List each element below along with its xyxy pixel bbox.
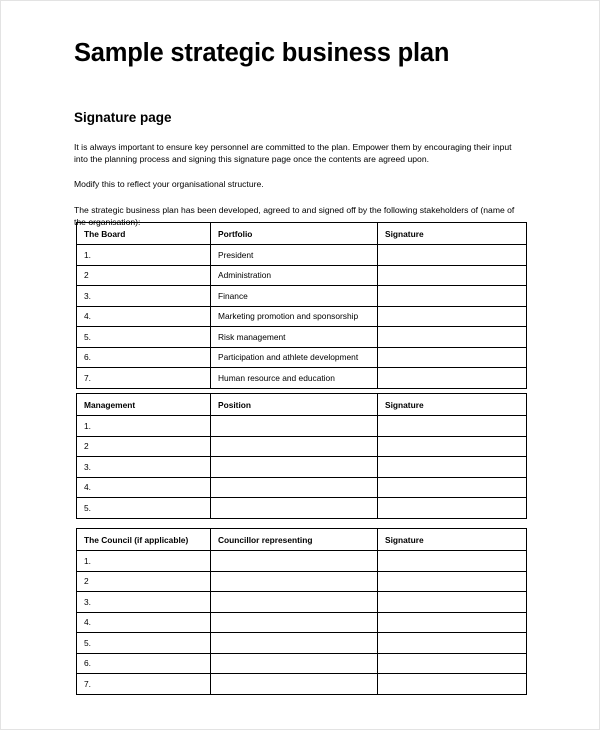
table-row — [77, 436, 527, 457]
column-header-group: The Council (if applicable) — [77, 529, 211, 551]
table-row — [77, 306, 527, 327]
row-value[interactable] — [211, 592, 378, 613]
signature-cell[interactable] — [378, 286, 527, 307]
row-number: 4. — [77, 612, 211, 633]
row-number: 5. — [77, 498, 211, 519]
row-number: 5. — [77, 633, 211, 654]
row-value: Participation and athlete development — [211, 347, 378, 368]
table-row — [77, 592, 527, 613]
table-row — [77, 551, 527, 572]
row-value[interactable] — [211, 653, 378, 674]
row-value[interactable] — [211, 612, 378, 633]
signature-cell[interactable] — [378, 327, 527, 348]
row-number: 2 — [77, 436, 211, 457]
table-row — [77, 416, 527, 437]
page-title: Sample strategic business plan — [74, 39, 450, 67]
row-value[interactable] — [211, 477, 378, 498]
stakeholders-paragraph: The strategic business plan has been developed, agreed to and signed off by the following stakeholders of (name of the organisation): — [74, 204, 515, 228]
table-row — [77, 674, 527, 695]
column-header-role: Councillor representing — [211, 529, 378, 551]
row-value[interactable] — [211, 416, 378, 437]
signature-cell[interactable] — [378, 265, 527, 286]
column-header-role: Portfolio — [211, 223, 378, 245]
column-header-signature: Signature — [378, 394, 527, 416]
row-number: 1. — [77, 416, 211, 437]
row-number: 3. — [77, 457, 211, 478]
row-number: 1. — [77, 551, 211, 572]
table-row — [77, 245, 527, 266]
column-header-signature: Signature — [378, 223, 527, 245]
table-row — [77, 368, 527, 389]
signature-cell[interactable] — [378, 674, 527, 695]
signature-cell[interactable] — [378, 498, 527, 519]
table-row — [77, 498, 527, 519]
council-table — [76, 528, 527, 695]
column-header-group: The Board — [77, 223, 211, 245]
row-value: Human resource and education — [211, 368, 378, 389]
table-row — [77, 571, 527, 592]
table-row — [77, 653, 527, 674]
row-number: 6. — [77, 347, 211, 368]
signature-cell[interactable] — [378, 477, 527, 498]
signature-cell[interactable] — [378, 457, 527, 478]
table-row — [77, 633, 527, 654]
column-header-role: Position — [211, 394, 378, 416]
row-number: 2 — [77, 571, 211, 592]
row-value[interactable] — [211, 436, 378, 457]
table-header-row — [77, 529, 527, 551]
row-value: Risk management — [211, 327, 378, 348]
row-number: 5. — [77, 327, 211, 348]
row-number: 3. — [77, 286, 211, 307]
row-value[interactable] — [211, 498, 378, 519]
signature-cell[interactable] — [378, 306, 527, 327]
row-value[interactable] — [211, 457, 378, 478]
row-value: President — [211, 245, 378, 266]
table-row — [77, 347, 527, 368]
row-number: 6. — [77, 653, 211, 674]
signature-cell[interactable] — [378, 612, 527, 633]
document-body — [74, 39, 526, 229]
signature-cell[interactable] — [378, 633, 527, 654]
row-value[interactable] — [211, 551, 378, 572]
signature-cell[interactable] — [378, 571, 527, 592]
row-number: 2 — [77, 265, 211, 286]
management-table-wrapper — [76, 393, 527, 519]
management-table — [76, 393, 527, 519]
section-heading: Signature page — [74, 110, 172, 126]
row-number: 4. — [77, 477, 211, 498]
row-value: Marketing promotion and sponsorship — [211, 306, 378, 327]
signature-cell[interactable] — [378, 245, 527, 266]
column-header-group: Management — [77, 394, 211, 416]
row-value[interactable] — [211, 571, 378, 592]
table-row — [77, 457, 527, 478]
row-value[interactable] — [211, 674, 378, 695]
row-value[interactable] — [211, 633, 378, 654]
table-row — [77, 286, 527, 307]
board-table-wrapper — [76, 222, 527, 389]
table-header-row — [77, 394, 527, 416]
row-number: 4. — [77, 306, 211, 327]
row-number: 7. — [77, 674, 211, 695]
signature-cell[interactable] — [378, 368, 527, 389]
table-row — [77, 327, 527, 348]
signature-cell[interactable] — [378, 653, 527, 674]
modify-paragraph: Modify this to reflect your organisational structure. — [74, 179, 264, 190]
signature-cell[interactable] — [378, 436, 527, 457]
row-number: 3. — [77, 592, 211, 613]
table-header-row — [77, 223, 527, 245]
signature-cell[interactable] — [378, 347, 527, 368]
row-number: 1. — [77, 245, 211, 266]
council-table-wrapper — [76, 528, 527, 695]
column-header-signature: Signature — [378, 529, 527, 551]
intro-paragraph: It is always important to ensure key personnel are committed to the plan. Empower them by encouraging their input into the planning process and signing this signature page once the contents are agreed upon. — [74, 141, 512, 164]
row-number: 7. — [77, 368, 211, 389]
row-value: Administration — [211, 265, 378, 286]
signature-cell[interactable] — [378, 592, 527, 613]
signature-cell[interactable] — [378, 551, 527, 572]
row-value: Finance — [211, 286, 378, 307]
board-table — [76, 222, 527, 389]
table-row — [77, 265, 527, 286]
table-row — [77, 612, 527, 633]
signature-cell[interactable] — [378, 416, 527, 437]
table-row — [77, 477, 527, 498]
